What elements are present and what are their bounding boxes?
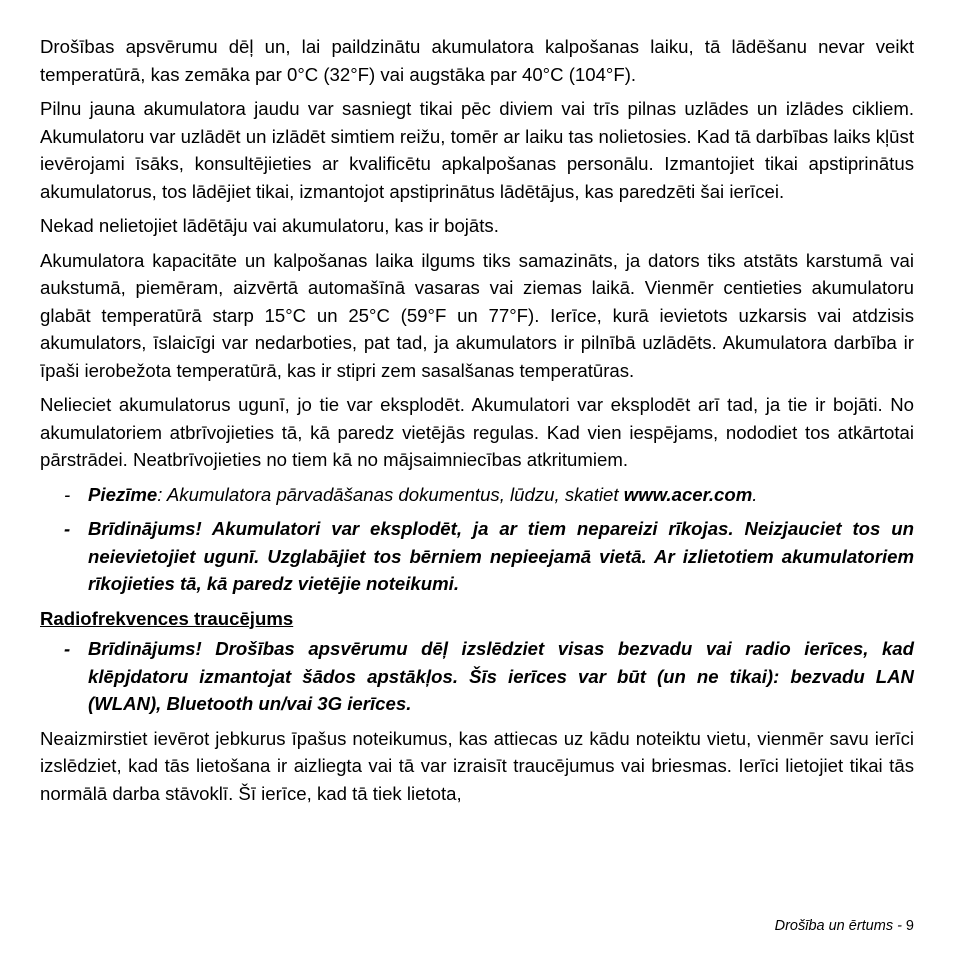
warning-wireless-devices <box>40 635 914 718</box>
note-label: Piezīme <box>88 483 158 505</box>
paragraph-battery-capacity: Akumulatora kapacitāte un kalpošanas laika ilgums tiks samazināts, ja dators tiks atstāts karstumā vai aukstumā, piemēram, aizvērtā automašīnā vasaras vai ziemas laikā. Vienmēr centieties akumulatoru glabāt temperatūrā starp 15°C un 25°C (59°F un 77°F). Ierīce, kurā ievietots uzkarsis vai atdzisis akumulators, īslaicīgi var nedarboties, pat tad, ja akumulators ir pilnībā uzlādēts. Akumulatora darbība ir īpaši ierobežota temperatūrā, kas ir stipri zem sasalšanas temperatūras. <box>40 249 914 381</box>
footer-separator: - <box>897 918 902 934</box>
warning-battery-explosion <box>40 515 914 598</box>
footer-title: Drošība un ērtums <box>774 918 894 934</box>
warning-text: Brīdinājums! Akumulatori var eksplodēt, ja ar tiem nepareizi rīkojas. Neizjauciet tos un neievietojiet ugunī. Uzglabājiet tos bērniem nepieejamā vietā. Ar izlietotiem akumulatoriem rīkojieties tā, kā paredz vietējie noteikumi. <box>88 518 914 594</box>
paragraph-special-regulations: Neaizmirstiet ievērot jebkurus īpašus noteikumus, kas attiecas uz kādu noteiktu vietu, vienmēr savu ierīci izslēdziet, kad tās lietošana ir aizliegta vai tā var izraisīt traucējumus vai briesmas. Ierīci lietojiet tikai tās normālā darba stāvoklī. Šī ierīce, kad tā tiek lietota, <box>40 727 914 804</box>
section-heading-radio-interference: Radiofrekvences traucējums <box>40 607 294 629</box>
note-end: . <box>752 483 758 505</box>
warning-text: Brīdinājums! Drošības apsvērumu dēļ izslēdziet visas bezvadu vai radio ierīces, kad klēpjdatoru izmantojat šādos apstākļos. Šīs ierīces var būt (un ne tikai): bezvadu LAN (WLAN), Bluetooth un/vai 3G ierīces. <box>88 638 914 714</box>
document-body <box>40 33 914 814</box>
warning-dash: - <box>64 518 71 539</box>
warning-dash: - <box>64 638 71 659</box>
note-link[interactable]: www.acer.com <box>623 483 753 505</box>
paragraph-battery-disposal: Nelieciet akumulatorus ugunī, jo tie var eksplodēt. Akumulatori var eksplodēt arī tad, ja tie ir bojāti. No akumulatoriem atbrīvojieties tā, kā paredz vietējās regulas. Kad vien iespējams, nododiet tos atkārtotai pārstrādei. Neatbrīvojieties no tiem kā no mājsaimniecības atkritumiem. <box>40 394 914 470</box>
note-text: : Akumulatora pārvadāšanas dokumentus, lūdzu, skatiet <box>157 483 624 505</box>
note-item <box>40 481 914 509</box>
paragraph-battery-cycles: Pilnu jauna akumulatora jaudu var sasniegt tikai pēc diviem vai trīs pilnas uzlādes un izlādes cikliem. Akumulatoru var uzlādēt un izlādēt simtiem reižu, tomēr ar laiku tas nolietosies. Kad tā darbības laiks kļūst ievērojami īsāks, konsultējieties ar kvalificētu apkalpošanas personālu. Izmantojiet tikai apstiprinātus akumulatorus, tos lādējiet tikai, izmantojot apstiprinātus lādētājus, kas paredzēti šai ierīcei. <box>40 98 914 202</box>
page-number: 9 <box>905 918 914 934</box>
page-footer <box>775 918 914 934</box>
paragraph-damaged-charger: Nekad nelietojiet lādētāju vai akumulatoru, kas ir bojāts. <box>40 215 499 236</box>
note-dash: - <box>64 483 71 505</box>
paragraph-charging-temperature: Drošības apsvērumu dēļ un, lai paildzinātu akumulatora kalpošanas laiku, tā lādēšanu nevar veikt temperatūrā, kas zemāka par 0°C (32°F) vai augstāka par 40°C (104°F). <box>40 36 914 85</box>
